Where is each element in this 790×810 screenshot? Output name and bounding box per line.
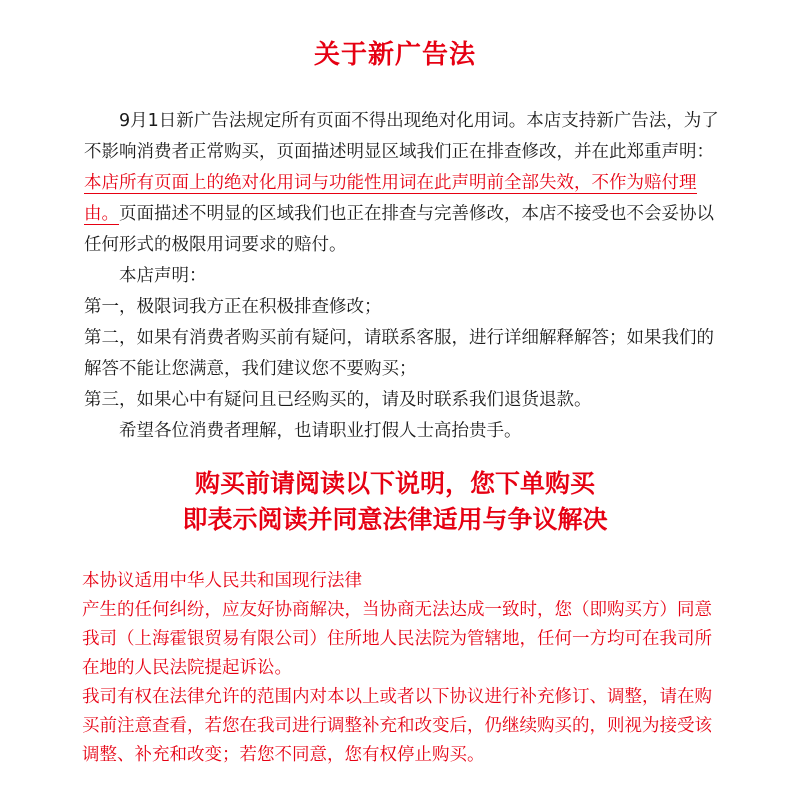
closing-text: 希望各位消费者理解，也请职业打假人士高抬贵手。 — [119, 421, 522, 441]
purchase-headline — [0, 466, 790, 538]
agreement-law: 本协议适用中华人民共和国现行法律 — [82, 571, 362, 591]
statement-label: 本店声明： — [119, 266, 207, 286]
notice-section — [84, 106, 724, 447]
page-title: 关于新广告法 — [313, 40, 476, 70]
notice-paragraph — [84, 106, 724, 261]
agreement-amendment: 我司有权在法律允许的范围内对本以上或者以下协议进行补充修订、调整，请在购买前注意查看，若您在我司进行调整补充和改变后，仍继续购买的，则视为接受该调整、补充和改变；若您不同意，您有权停止购买。 — [82, 687, 712, 765]
statement-item-3: 第三，如果心中有疑问且已经购买的，请及时联系我们退货退款。 — [84, 390, 592, 410]
agreement-section — [82, 567, 722, 770]
notice-intro: 9月1日新广告法规定所有页面不得出现绝对化用词。本店支持新广告法，为了不影响消费者正常购买，页面描述明显区域我们正在排查修改，并在此郑重声明： — [84, 111, 719, 162]
statement-item-2: 第二，如果有消费者购买前有疑问，请联系客服，进行详细解释解答；如果我们的解答不能让您满意，我们建议您不要购买； — [84, 328, 714, 379]
statement-item-1: 第一，极限词我方正在积极排查修改； — [84, 297, 382, 317]
notice-after: 页面描述不明显的区域我们也正在排查与完善修改，本店不接受也不会妥协以任何形式的极限用词要求的赔付。 — [84, 204, 714, 255]
headline-line-1: 购买前请阅读以下说明，您下单购买 — [194, 469, 595, 498]
notice-highlight: 本店所有页面上的绝对化用词与功能性用词在此声明前全部失效，不作为赔付理由。 — [84, 173, 697, 224]
headline-line-2: 即表示阅读并同意法律适用与争议解决 — [182, 505, 608, 534]
agreement-dispute: 产生的任何纠纷，应友好协商解决，当协商无法达成一致时，您（即购买方）同意我司（上海霍银贸易有限公司）住所地人民法院为管辖地，任何一方均可在我司所在地的人民法院提起诉讼。 — [82, 600, 712, 678]
